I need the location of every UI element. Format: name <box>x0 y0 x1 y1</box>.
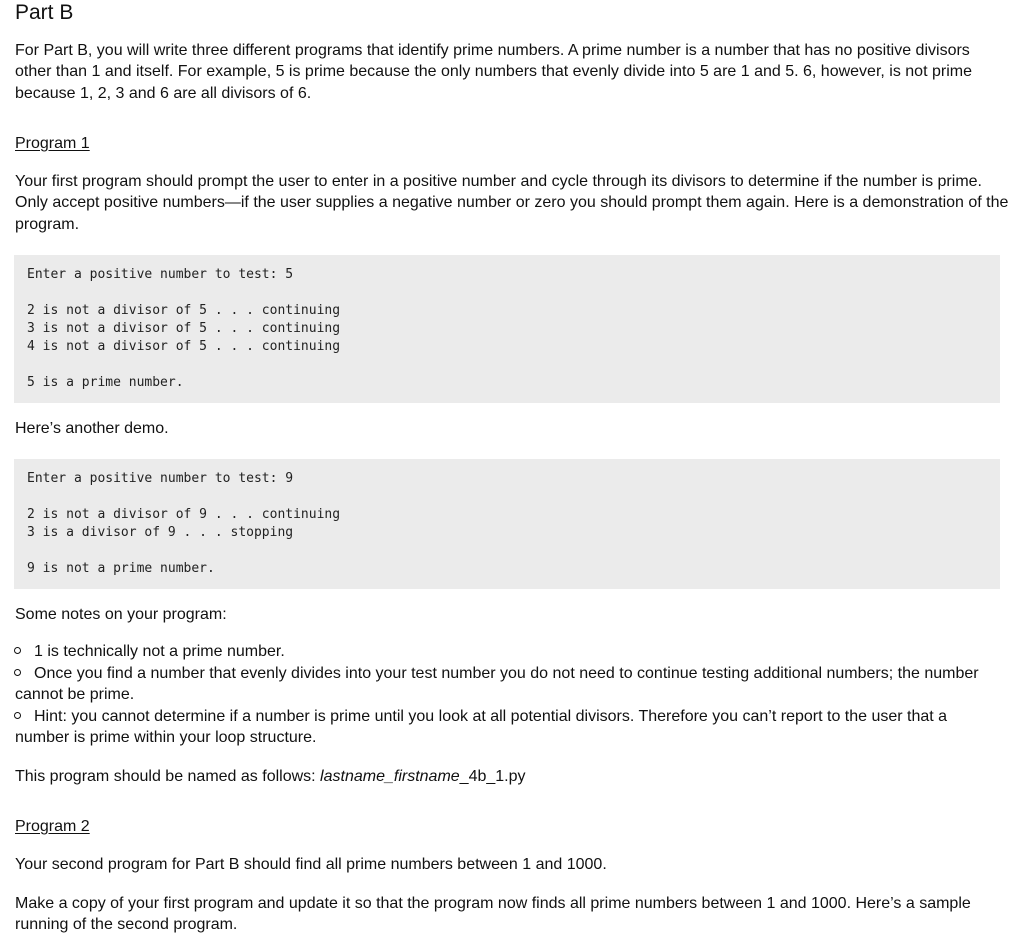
program-2-heading: Program 2 <box>15 818 90 835</box>
note-text: 1 is technically not a prime number. <box>34 643 285 660</box>
demo-1-line: 3 is not a divisor of 5 . . . continuing <box>27 321 341 336</box>
note-text: Once you find a number that evenly divides into your test number you do not need to continue testing additional numbers; the number cannot be prime. <box>15 665 979 704</box>
demo-1-result: 5 is a prime number. <box>27 375 184 390</box>
demo-1-prompt: Enter a positive number to test: 5 <box>27 267 294 282</box>
naming-instruction <box>15 766 1010 787</box>
program-2-description: Your second program for Part B should find all prime numbers between 1 and 1000. <box>15 856 607 873</box>
demo-1-code-block <box>14 255 1000 403</box>
bullet-circle-icon <box>14 712 21 719</box>
bullet-circle-icon <box>14 669 21 676</box>
another-demo-text: Here’s another demo. <box>15 420 169 437</box>
demo-1-line: 2 is not a divisor of 5 . . . continuing <box>27 303 341 318</box>
naming-italic: lastname_firstname <box>320 768 460 785</box>
program-2-instructions: Make a copy of your first program and update it so that the program now finds all prime numbers between 1 and 1000. Here’s a sample running of the second program. <box>15 895 971 934</box>
program-1-description: Your first program should prompt the user to enter in a positive number and cycle through its divisors to determine if the number is prime. Only accept positive numbers—if the user supplies a negative number or zero you should prompt them again. Here is a demonstration of the program. <box>15 173 1009 233</box>
demo-2-code-block <box>14 459 1000 589</box>
demo-2-line: 2 is not a divisor of 9 . . . continuing <box>27 507 341 522</box>
notes-heading: Some notes on your program: <box>15 606 227 623</box>
bullet-circle-icon <box>14 647 21 654</box>
demo-2-prompt: Enter a positive number to test: 9 <box>27 471 294 486</box>
note-item <box>15 706 1005 749</box>
note-text: Hint: you cannot determine if a number is prime until you look at all potential divisors. Therefore you can’t report to the user that a number is prime within your loop structure. <box>15 708 948 747</box>
demo-2-result: 9 is not a prime number. <box>27 561 215 576</box>
program-1-heading: Program 1 <box>15 135 90 152</box>
naming-prefix: This program should be named as follows: <box>15 768 321 785</box>
page-title: Part B <box>15 1 74 24</box>
naming-suffix: _4b_1.py <box>459 768 526 785</box>
demo-2-line: 3 is a divisor of 9 . . . stopping <box>27 525 294 540</box>
note-item <box>15 641 1005 662</box>
intro-paragraph: For Part B, you will write three different programs that identify prime numbers. A prime number is a number that has no positive divisors other than 1 and itself. For example, 5 is prime because the only numbers that evenly divide into 5 are 1 and 5. 6, however, is not prime because 1, 2, 3 and 6 are all divisors of 6. <box>15 42 972 102</box>
note-item <box>15 663 1005 706</box>
demo-1-line: 4 is not a divisor of 5 . . . continuing <box>27 339 341 354</box>
